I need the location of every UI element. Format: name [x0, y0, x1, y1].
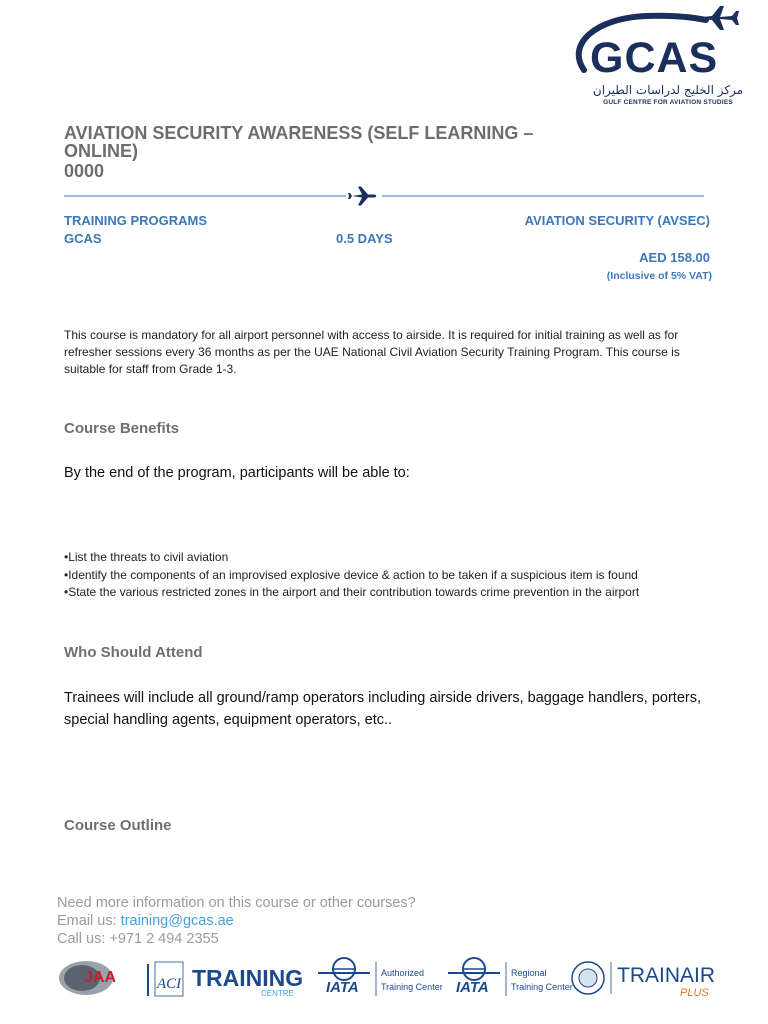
course-price: AED 158.00: [639, 250, 710, 265]
benefits-heading: Course Benefits: [64, 420, 180, 437]
list-item: • List the threats to civil aviation: [64, 549, 639, 567]
email-link[interactable]: training@gcas.ae: [120, 913, 234, 929]
svg-text:Training Center: Training Center: [511, 982, 573, 992]
airplane-icon: [694, 6, 739, 30]
jaa-logo: [59, 961, 116, 995]
provider: GCAS: [64, 231, 102, 246]
logo-arabic-text: مركز الخليج لدراسات الطيران: [592, 83, 744, 97]
trainair-plus-logo: [572, 962, 715, 999]
logo-english-text: GULF CENTRE FOR AVIATION STUDIES: [603, 99, 733, 106]
iata-label: IATA: [456, 979, 489, 996]
list-item: • Identify the components of an improvised explosive device & action to be taken if a suspicious item is found: [64, 567, 639, 585]
email-label: Email us:: [57, 913, 121, 929]
svg-text:JAA: JAA: [84, 969, 117, 986]
training-sub: CENTRE: [261, 989, 294, 998]
list-item: • State the various restricted zones in the airport and their contribution towards crime prevention in the airport: [64, 584, 639, 602]
course-code: 0000: [64, 161, 105, 181]
attend-text: Trainees will include all ground/ramp operators including airside drivers, baggage handlers, porters, special handling agents, equipment operators, etc..: [64, 690, 701, 728]
iata-authorized-logo: [318, 958, 443, 996]
contact-block: [57, 894, 416, 948]
outline-heading: Course Outline: [64, 817, 172, 834]
svg-text:Training Center: Training Center: [381, 982, 443, 992]
course-title: AVIATION SECURITY AWARENESS (SELF LEARNING – ONLINE): [64, 123, 534, 161]
contact-email-line: [57, 912, 416, 930]
course-category: AVIATION SECURITY (AVSEC): [524, 213, 710, 228]
benefits-lead: By the end of the program, participants will be able to:: [64, 465, 410, 481]
iata-regional-logo: [448, 958, 573, 996]
footer-logos: [56, 954, 716, 1004]
category-group: TRAINING PROGRAMS: [64, 213, 207, 228]
plus-label: PLUS: [680, 987, 709, 999]
duration: 0.5 DAYS: [336, 231, 393, 246]
training-label: TRAINING: [192, 965, 304, 991]
benefits-list: [64, 549, 639, 602]
vat-note: (Inclusive of 5% VAT): [606, 270, 712, 282]
divider-airplane-icon: [348, 187, 376, 206]
trainair-label: TRAINAIR: [617, 964, 716, 987]
logo-wordmark: GCAS: [590, 34, 719, 82]
svg-text:Authorized: Authorized: [381, 968, 425, 978]
attend-heading: Who Should Attend: [64, 644, 203, 661]
contact-prompt: Need more information on this course or other courses?: [57, 895, 416, 911]
contact-phone: Call us: +971 2 494 2355: [57, 931, 219, 947]
iata-label: IATA: [326, 979, 359, 996]
course-description: This course is mandatory for all airport personnel with access to airside. It is required for initial training as well as for refresher sessions every 36 months as per the UAE National Civil Aviation Security Training Program. This course is suitable for staff from Grade 1-3.: [64, 328, 680, 376]
title-divider: [64, 184, 712, 208]
aci-logo: [155, 962, 183, 996]
aci-label: ACI: [157, 976, 182, 992]
svg-text:Regional: Regional: [511, 968, 547, 978]
